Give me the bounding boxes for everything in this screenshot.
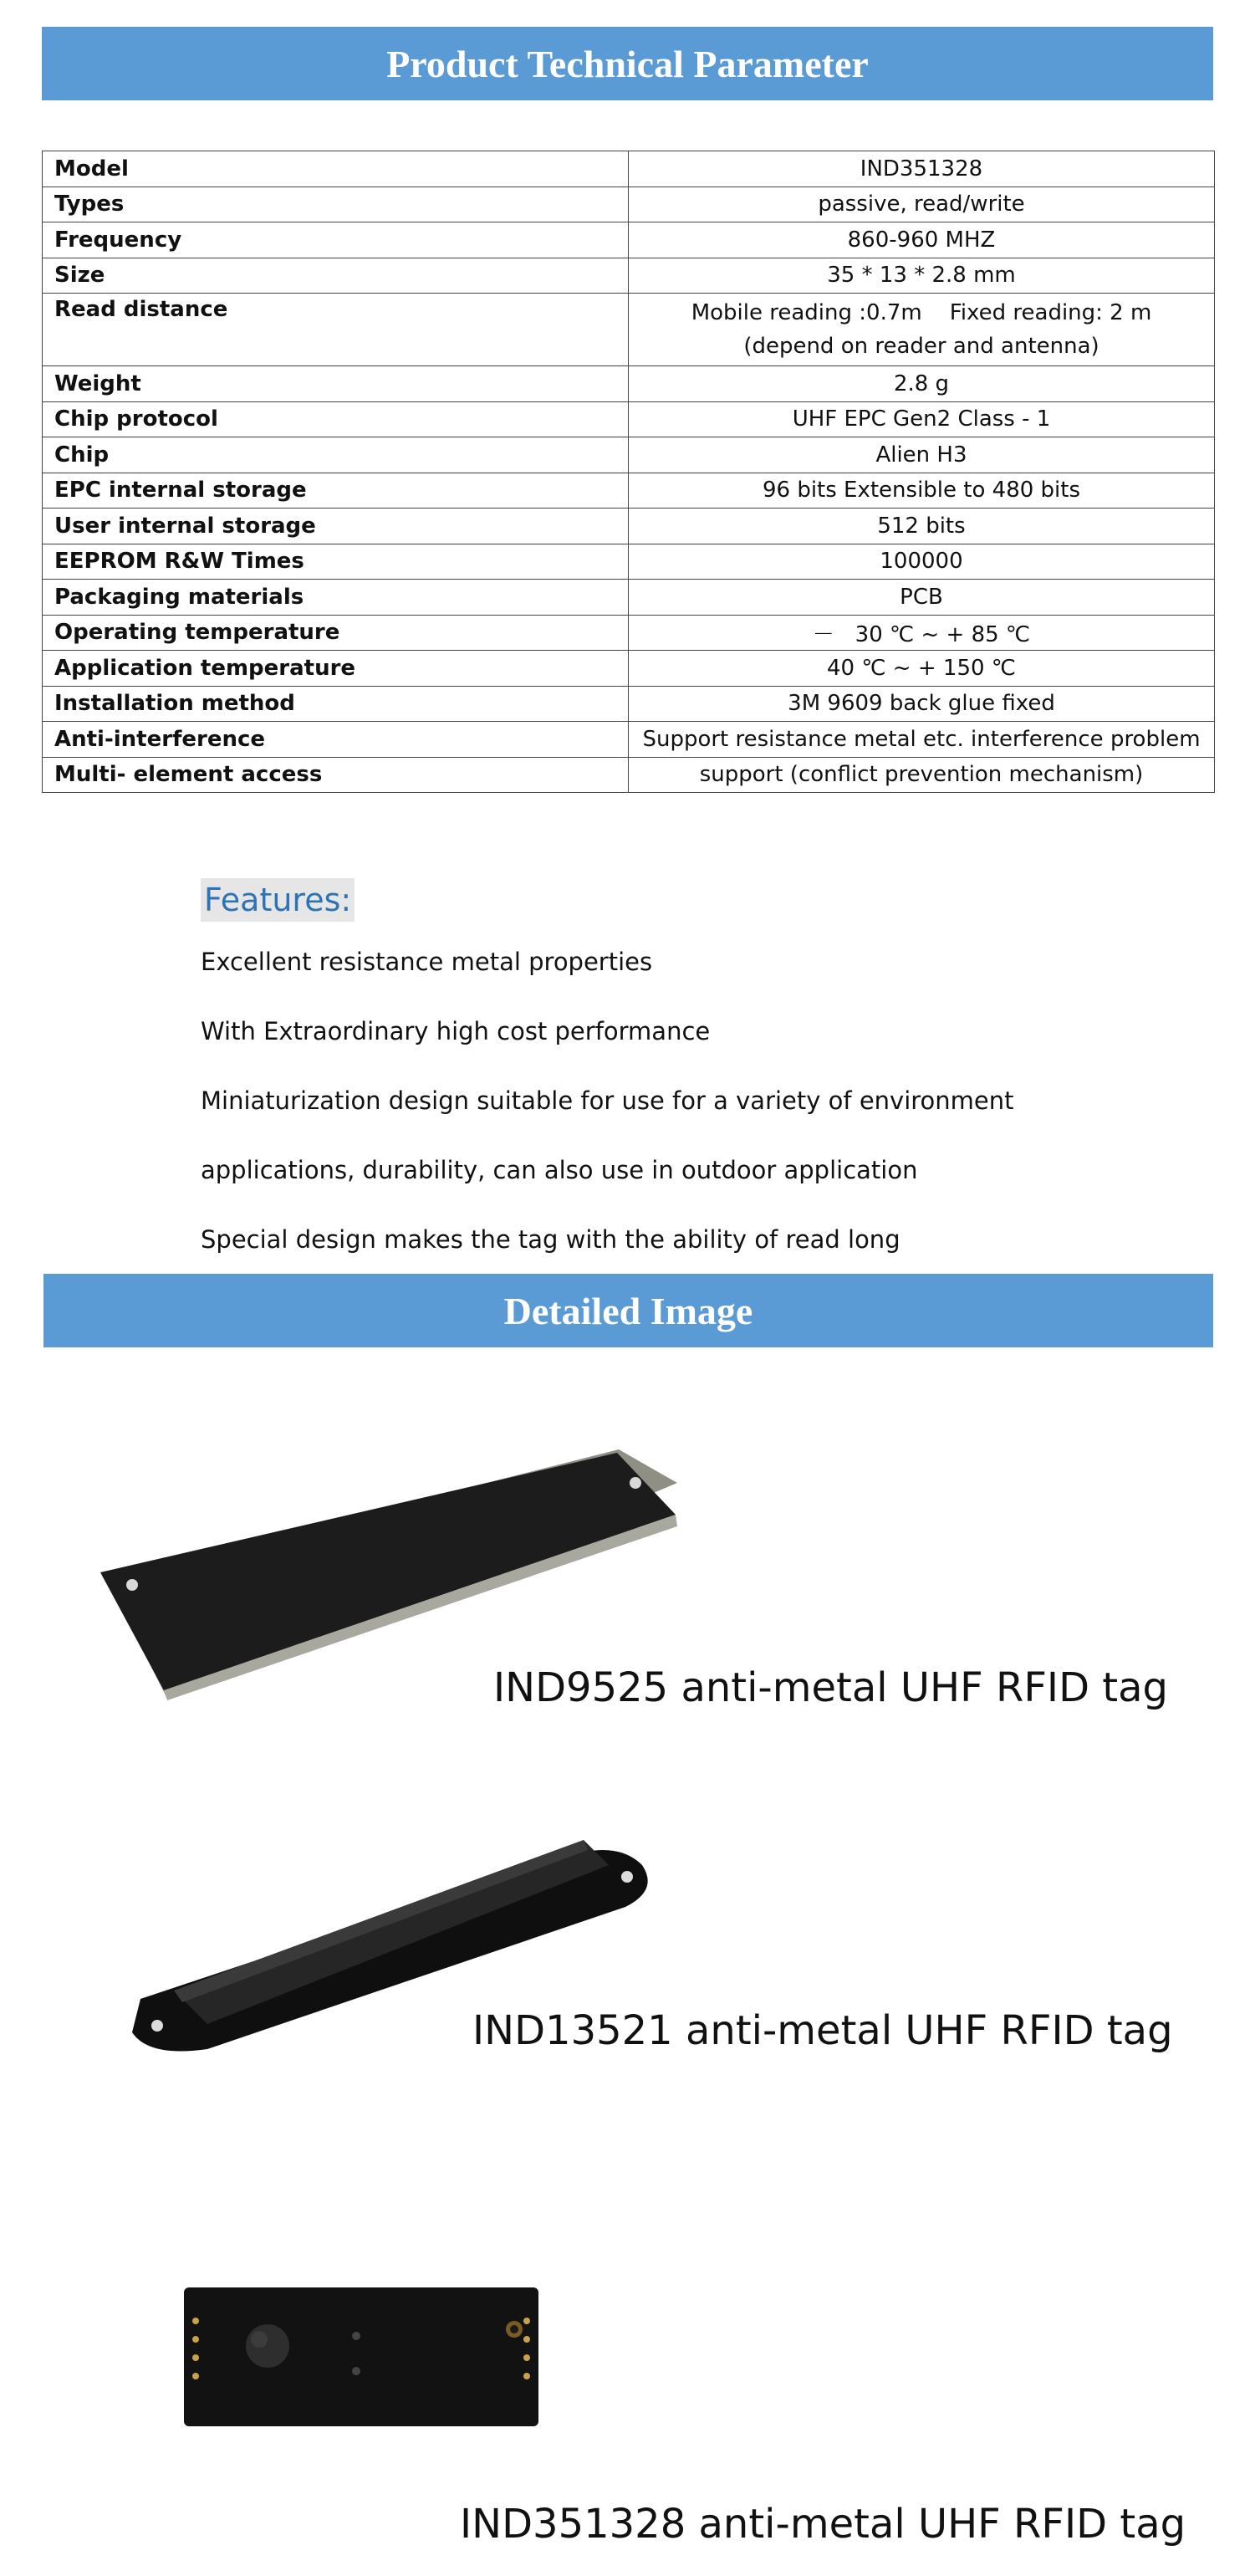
table-row — [43, 615, 1215, 651]
table-row — [43, 651, 1215, 687]
spec-value: 512 bits — [629, 509, 1215, 544]
spec-label: Chip protocol — [43, 401, 629, 437]
spec-label: User internal storage — [43, 509, 629, 544]
table-row — [43, 580, 1215, 616]
spec-value: 860-960 MHZ — [629, 222, 1215, 258]
table-row — [43, 509, 1215, 544]
feature-item: Excellent resistance metal properties — [201, 948, 653, 976]
table-row — [43, 294, 1215, 366]
product-image-ind351328 — [184, 2287, 538, 2426]
table-row — [43, 222, 1215, 258]
table-row — [43, 686, 1215, 722]
feature-item: applications, durability, can also use in outdoor application — [201, 1156, 918, 1184]
spec-value: 40 ℃ ~ + 150 ℃ — [629, 651, 1215, 687]
read-distance-line2: (depend on reader and antenna) — [743, 334, 1099, 359]
spec-label: Application temperature — [43, 651, 629, 687]
spec-label: Packaging materials — [43, 580, 629, 616]
product-image-ind9525 — [92, 1434, 686, 1702]
table-row — [43, 544, 1215, 580]
features-section — [201, 878, 1120, 1292]
feature-item: Special design makes the tag with the ability of read long — [201, 1225, 900, 1254]
spec-value: Support resistance metal etc. interference problem — [629, 722, 1215, 758]
table-row — [43, 437, 1215, 473]
table-row — [43, 151, 1215, 187]
spec-value: 96 bits Extensible to 480 bits — [629, 473, 1215, 509]
spec-label: Weight — [43, 366, 629, 402]
parameter-title: Product Technical Parameter — [386, 42, 869, 85]
spec-value: － 30 ℃ ~ + 85 ℃ — [629, 615, 1215, 651]
spec-value: support (conflict prevention mechanism) — [629, 757, 1215, 793]
table-row — [43, 722, 1215, 758]
spec-value: 100000 — [629, 544, 1215, 580]
parameter-banner — [42, 27, 1213, 100]
spec-label: Anti-interference — [43, 722, 629, 758]
table-row — [43, 757, 1215, 793]
spec-value: 2.8 g — [629, 366, 1215, 402]
table-row — [43, 401, 1215, 437]
table-row — [43, 187, 1215, 222]
product-caption: IND351328 anti-metal UHF RFID tag — [460, 2501, 1186, 2548]
spec-table — [42, 151, 1215, 793]
spec-label: Frequency — [43, 222, 629, 258]
spec-value: Alien H3 — [629, 437, 1215, 473]
spec-label: Size — [43, 258, 629, 294]
spec-label: Multi- element access — [43, 757, 629, 793]
spec-value: 35 * 13 * 2.8 mm — [629, 258, 1215, 294]
spec-value: PCB — [629, 580, 1215, 616]
spec-label: Types — [43, 187, 629, 222]
table-row — [43, 473, 1215, 509]
spec-value: IND351328 — [629, 151, 1215, 187]
features-title: Features: — [201, 878, 355, 922]
spec-label: Model — [43, 151, 629, 187]
spec-value: passive, read/write — [629, 187, 1215, 222]
product-caption: IND9525 anti-metal UHF RFID tag — [493, 1664, 1168, 1711]
spec-value — [629, 294, 1215, 366]
detail-banner — [43, 1274, 1213, 1347]
feature-item: Miniaturization design suitable for use for a variety of environment — [201, 1086, 1014, 1115]
product-caption: IND13521 anti-metal UHF RFID tag — [472, 2007, 1173, 2054]
spec-value: 3M 9609 back glue fixed — [629, 686, 1215, 722]
spec-label: EPC internal storage — [43, 473, 629, 509]
spec-label: Installation method — [43, 686, 629, 722]
table-row — [43, 366, 1215, 402]
read-distance-line1: Mobile reading :0.7m Fixed reading: 2 m — [691, 300, 1152, 325]
spec-label: EEPROM R&W Times — [43, 544, 629, 580]
spec-value: UHF EPC Gen2 Class - 1 — [629, 401, 1215, 437]
table-row — [43, 258, 1215, 294]
spec-label: Operating temperature — [43, 615, 629, 651]
detail-title: Detailed Image — [503, 1289, 753, 1332]
spec-label: Read distance — [43, 294, 629, 366]
spec-label: Chip — [43, 437, 629, 473]
feature-item: With Extraordinary high cost performance — [201, 1017, 711, 1045]
